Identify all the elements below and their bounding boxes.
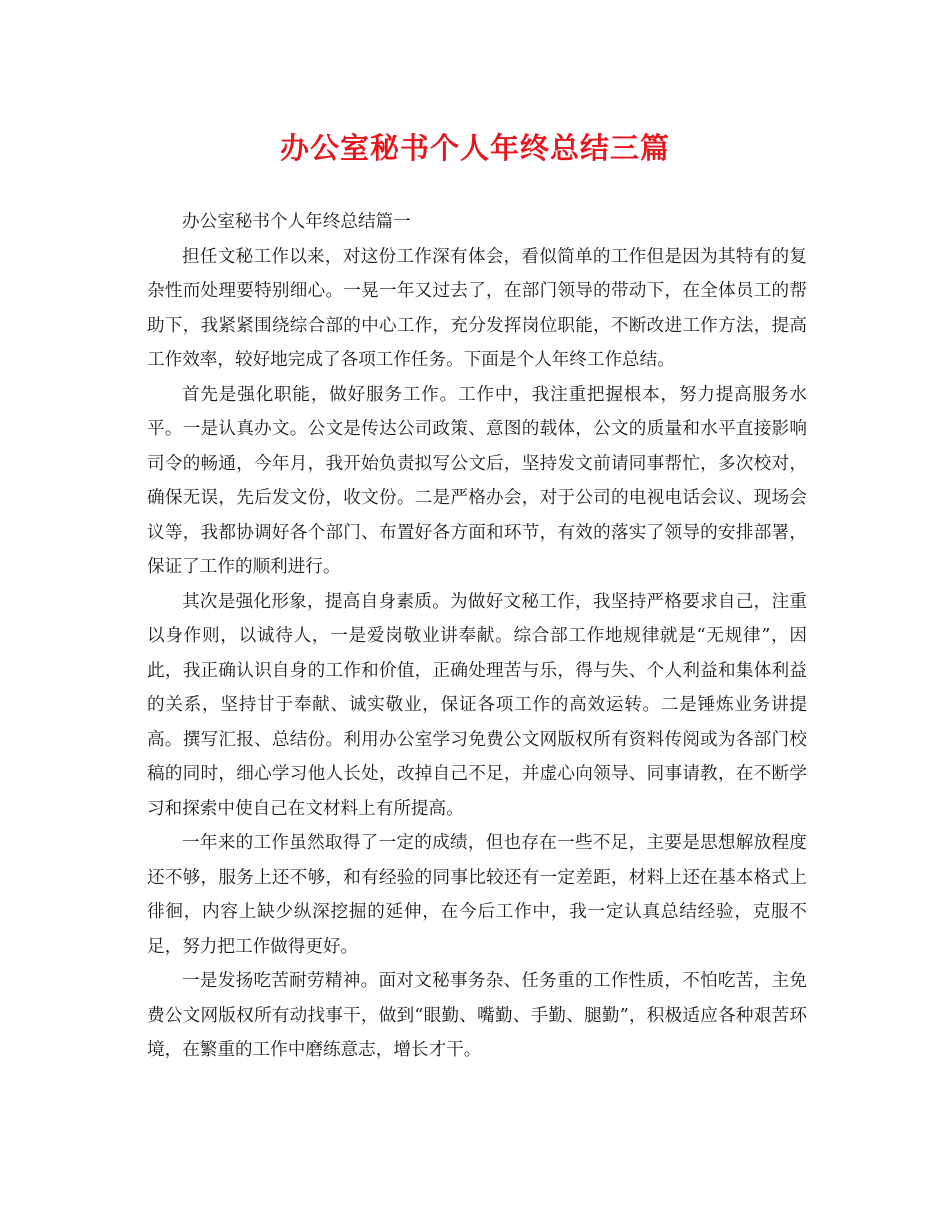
paragraph: 其次是强化形象，提高自身素质。为做好文秘工作，我坚持严格要求自己，注重以身作则，以诚待人，一是爱岗敬业讲奉献。综合部工作地规律就是“无规律”，因此，我正确认识自身的工作和价值，正确处理苦与乐，得与失、个人利益和集体利益的关系，坚持甘于奉献、诚实敬业，保证各项工作的高效运转。二是锤炼业务讲提高。撰写汇报、总结份。利用办公室学习免费公文网版权所有资料传阅或为各部门校稿的同时，细心学习他人长处，改掉自己不足，并虚心向领导、同事请教，在不断学习和探索中使自己在文材料上有所提高。 (147, 591, 807, 819)
paragraph: 首先是强化职能，做好服务工作。工作中，我注重把握根本，努力提高服务水平。一是认真办文。公文是传达公司政策、意图的载体，公文的质量和水平直接影响司令的畅通，今年月，我开始负责拟写公文后，坚持发文前请同事帮忙，多次校对，确保无误，先后发文份，收文份。二是严格办会，对于公司的电视电话会议、现场会议等，我都协调好各个部门、布置好各方面和环节，有效的落实了领导的安排部署，保证了工作的顺利进行。 (147, 384, 807, 577)
paragraph: 担任文秘工作以来，对这份工作深有体会，看似简单的工作但是因为其特有的复杂性而处理要特别细心。一晃一年又过去了，在部门领导的带动下，在全体员工的帮助下，我紧紧围绕综合部的中心工作，充分发挥岗位职能，不断改进工作方法，提高工作效率，较好地完成了各项工作任务。下面是个人年终工作总结。 (147, 246, 807, 370)
section-heading: 办公室秘书个人年终总结篇一 (182, 212, 411, 232)
paragraph: 一是发扬吃苦耐劳精神。面对文秘事务杂、任务重的工作性质，不怕吃苦，主免费公文网版权所有动找事干，做到“眼勤、嘴勤、手勤、腿勤”，积极适应各种艰苦环境，在繁重的工作中磨练意志，增长才干。 (147, 971, 807, 1060)
paragraph: 一年来的工作虽然取得了一定的成绩，但也存在一些不足，主要是思想解放程度还不够，服务上还不够，和有经验的同事比较还有一定差距，材料上还在基本格式上徘徊，内容上缺少纵深挖掘的延伸，在今后工作中，我一定认真总结经验，克服不足，努力把工作做得更好。 (147, 833, 807, 957)
document-body (147, 205, 807, 1068)
document-title: 办公室秘书个人年终总结三篇 (279, 131, 670, 165)
